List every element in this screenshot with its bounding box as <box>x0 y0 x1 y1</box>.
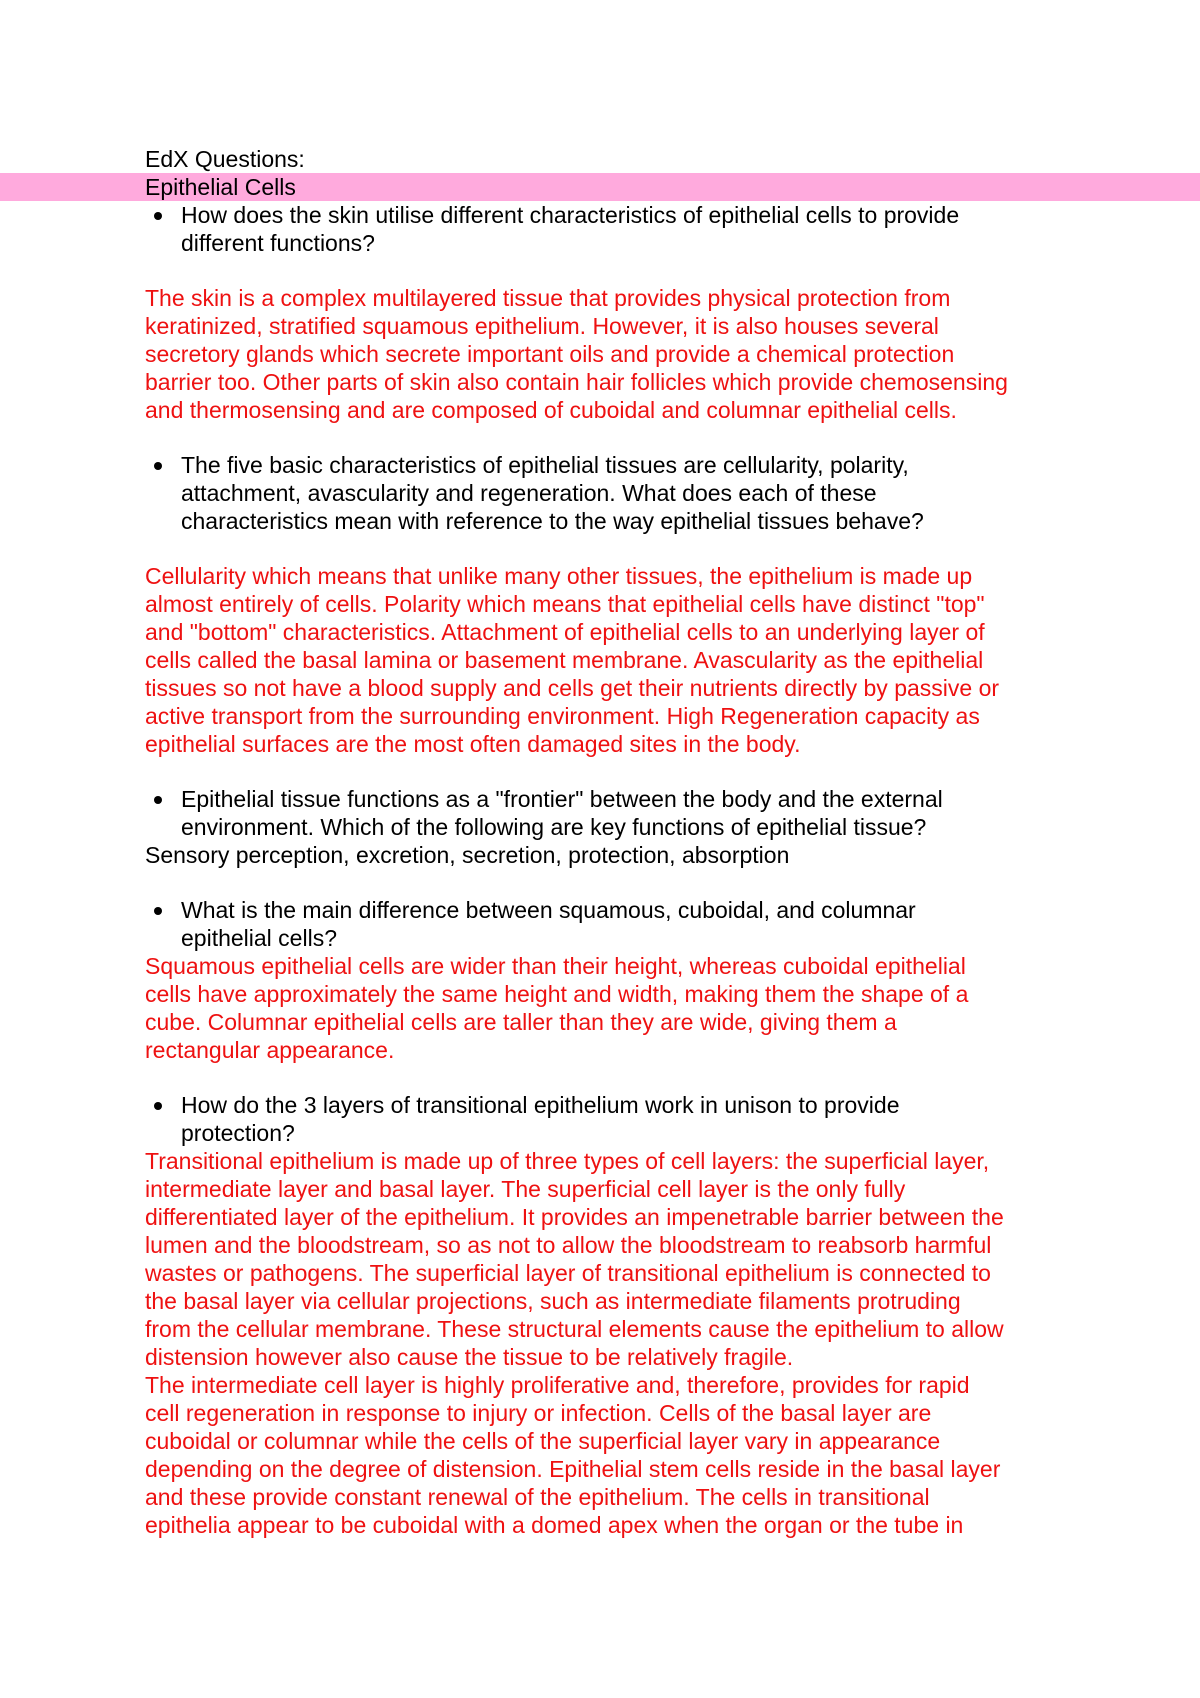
answer-line: cell regeneration in response to injury or infection. Cells of the basal layer are <box>145 1400 932 1426</box>
answer-line: cells have approximately the same height and width, making them the shape of a <box>145 981 969 1007</box>
answer-4 <box>0 952 1200 1064</box>
answer-line: rectangular appearance. <box>145 1037 395 1063</box>
bullet-icon <box>154 796 162 804</box>
answer-line: Squamous epithelial cells are wider than their height, whereas cuboidal epithelial <box>145 953 966 979</box>
answer-line: cube. Columnar epithelial cells are taller than they are wide, giving them a <box>145 1009 897 1035</box>
answer-line: lumen and the bloodstream, so as not to allow the bloodstream to reabsorb harmful <box>145 1232 992 1258</box>
doc-title: EdX Questions: <box>145 146 305 172</box>
answer-line: depending on the degree of distension. Epithelial stem cells reside in the basal layer <box>145 1456 1001 1482</box>
answer-line: barrier too. Other parts of skin also contain hair follicles which provide chemosensing <box>145 369 1008 395</box>
question-3 <box>0 785 1200 841</box>
answer-line: distension however also cause the tissue to be relatively fragile. <box>145 1344 794 1370</box>
bullet-icon <box>154 1102 162 1110</box>
question-line: characteristics mean with reference to the way epithelial tissues behave? <box>181 508 924 534</box>
question-4 <box>0 896 1200 952</box>
bullet-icon <box>154 907 162 915</box>
question-line: Epithelial tissue functions as a "frontier" between the body and the external <box>181 786 943 812</box>
answer-line: and these provide constant renewal of the epithelium. The cells in transitional <box>145 1484 930 1510</box>
answer-line: keratinized, stratified squamous epithelium. However, it is also houses several <box>145 313 939 339</box>
answer-5 <box>0 1147 1200 1539</box>
document-page <box>0 145 1200 1539</box>
answer-3-plain: Sensory perception, excretion, secretion, protection, absorption <box>145 842 790 868</box>
answer-line: the basal layer via cellular projections, such as intermediate filaments protruding <box>145 1288 961 1314</box>
answer-2 <box>0 562 1200 758</box>
answer-line: from the cellular membrane. These structural elements cause the epithelium to allow <box>145 1316 1004 1342</box>
question-1 <box>0 201 1200 257</box>
question-2 <box>0 451 1200 535</box>
answer-line: epithelia appear to be cuboidal with a domed apex when the organ or the tube in <box>145 1512 964 1538</box>
question-line: attachment, avascularity and regeneration. What does each of these <box>181 480 877 506</box>
answer-line: cuboidal or columnar while the cells of the superficial layer vary in appearance <box>145 1428 941 1454</box>
answer-line: secretory glands which secrete important oils and provide a chemical protection <box>145 341 955 367</box>
question-line: The five basic characteristics of epithelial tissues are cellularity, polarity, <box>181 452 909 478</box>
answer-line: The skin is a complex multilayered tissue that provides physical protection from <box>145 285 951 311</box>
question-line: How do the 3 layers of transitional epithelium work in unison to provide <box>181 1092 900 1118</box>
section-heading: Epithelial Cells <box>0 173 1200 201</box>
answer-line: The intermediate cell layer is highly proliferative and, therefore, provides for rapid <box>145 1372 970 1398</box>
question-line: epithelial cells? <box>181 925 337 951</box>
question-5 <box>0 1091 1200 1147</box>
bullet-icon <box>154 462 162 470</box>
answer-line: and thermosensing and are composed of cuboidal and columnar epithelial cells. <box>145 397 957 423</box>
bullet-icon <box>154 212 162 220</box>
answer-line: cells called the basal lamina or basement membrane. Avascularity as the epithelial <box>145 647 984 673</box>
answer-line: wastes or pathogens. The superficial layer of transitional epithelium is connected to <box>145 1260 991 1286</box>
answer-line: differentiated layer of the epithelium. It provides an impenetrable barrier between the <box>145 1204 1004 1230</box>
answer-line: intermediate layer and basal layer. The superficial cell layer is the only fully <box>145 1176 906 1202</box>
question-line: environment. Which of the following are key functions of epithelial tissue? <box>181 814 927 840</box>
answer-line: almost entirely of cells. Polarity which means that epithelial cells have distinct "top" <box>145 591 985 617</box>
question-line: different functions? <box>181 230 375 256</box>
answer-line: tissues so not have a blood supply and cells get their nutrients directly by passive or <box>145 675 1000 701</box>
answer-line: Transitional epithelium is made up of three types of cell layers: the superficial layer, <box>145 1148 990 1174</box>
answer-line: and "bottom" characteristics. Attachment of epithelial cells to an underlying layer of <box>145 619 985 645</box>
question-line: What is the main difference between squamous, cuboidal, and columnar <box>181 897 916 923</box>
answer-line: active transport from the surrounding environment. High Regeneration capacity as <box>145 703 980 729</box>
answer-line: epithelial surfaces are the most often damaged sites in the body. <box>145 731 801 757</box>
answer-line: Cellularity which means that unlike many other tissues, the epithelium is made up <box>145 563 973 589</box>
question-line: protection? <box>181 1120 295 1146</box>
question-line: How does the skin utilise different characteristics of epithelial cells to provide <box>181 202 960 228</box>
answer-1 <box>0 284 1200 424</box>
